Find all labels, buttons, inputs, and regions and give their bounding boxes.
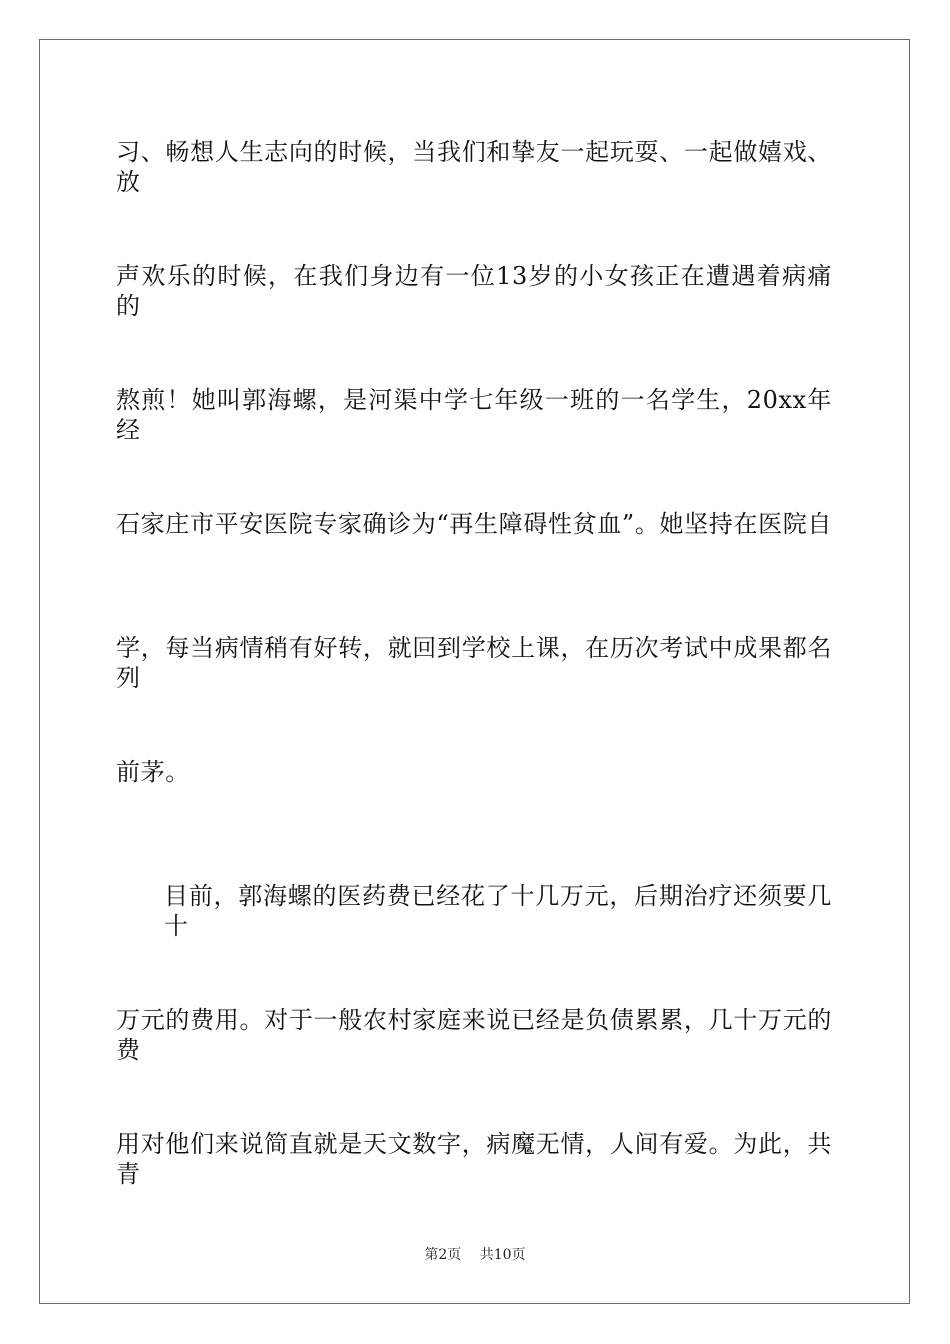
body-text-line: 学，每当病情稍有好转，就回到学校上课，在历次考试中成果都名列 <box>116 634 832 692</box>
page-number: 第2页 <box>424 1247 462 1263</box>
paragraph-first-line: 目前，郭海螺的医药费已经花了十几万元，后期治疗还须要几十 <box>164 882 832 940</box>
body-text-line: 石家庄市平安医院专家确诊为“再生障碍性贫血”。她坚持在医院自 <box>116 510 832 538</box>
page-footer <box>0 1246 950 1264</box>
page-border <box>39 39 910 1304</box>
body-text-line: 熬煎！她叫郭海螺，是河渠中学七年级一班的一名学生，20xx年经 <box>116 386 832 444</box>
body-text-line: 声欢乐的时候，在我们身边有一位13岁的小女孩正在遭遇着病痛的 <box>116 262 832 320</box>
body-text-line: 万元的费用。对于一般农村家庭来说已经是负债累累，几十万元的费 <box>116 1006 832 1064</box>
body-text-line: 用对他们来说简直就是天文数字，病魔无情，人间有爱。为此，共青 <box>116 1130 832 1188</box>
body-text-line: 前茅。 <box>116 758 190 786</box>
page-total: 共10页 <box>479 1247 526 1263</box>
body-text-line: 习、畅想人生志向的时候，当我们和挚友一起玩耍、一起做嬉戏、放 <box>116 138 832 196</box>
